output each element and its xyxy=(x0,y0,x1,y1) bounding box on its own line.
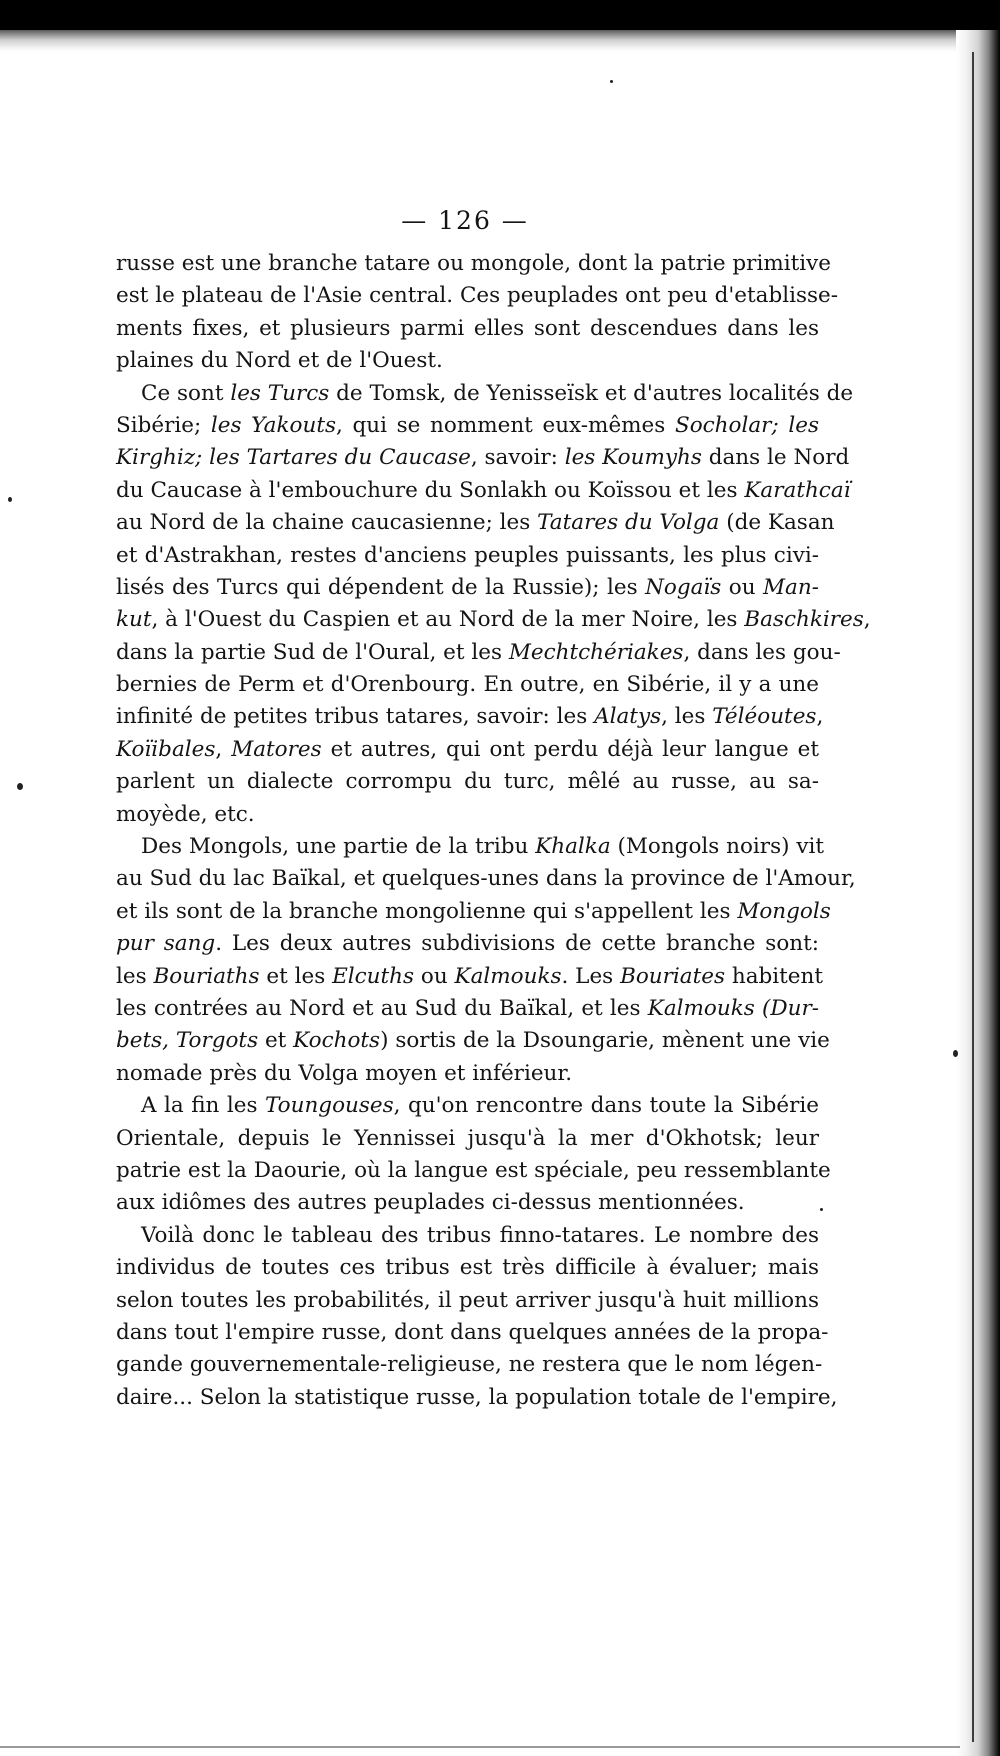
scan-speck xyxy=(953,1050,958,1057)
text-line: Sibérie; les Yakouts, qui se nomment eux-mêmes Socholar; les xyxy=(116,412,819,438)
text-line: est le plateau de l'Asie central. Ces peuplades ont peu d'etablisse- xyxy=(116,283,839,309)
text-line: kut, à l'Ouest du Caspien et au Nord de la mer Noire, les Baschkires, xyxy=(116,607,871,633)
text-line: Ce sont les Turcs de Tomsk, de Yenisseïsk et d'autres localités de xyxy=(141,380,854,406)
scan-bottom-edge-line xyxy=(0,1746,960,1748)
text-line: gande gouvernementale-religieuse, ne restera que le nom légen- xyxy=(116,1352,823,1378)
text-line: aux idiômes des autres peuplades ci-dessus mentionnées. xyxy=(116,1190,745,1216)
text-line: bernies de Perm et d'Orenbourg. En outre, en Sibérie, il y a une xyxy=(116,672,819,698)
text-line: bets, Torgots et Kochots) sortis de la Dsoungarie, mènent une vie xyxy=(116,1028,830,1054)
text-line: plaines du Nord et de l'Ouest. xyxy=(116,348,443,374)
text-line: dans la partie Sud de l'Oural, et les Mechtchériakes, dans les gou- xyxy=(116,639,841,665)
scan-speck xyxy=(17,783,23,790)
text-line: parlent un dialecte corrompu du turc, mêlé au russe, au sa- xyxy=(116,769,819,795)
text-line: daire... Selon la statistique russe, la population totale de l'empire, xyxy=(116,1384,838,1410)
text-line: lisés des Turcs qui dépendent de la Russie); les Nogaïs ou Man- xyxy=(116,574,819,600)
text-line: russe est une branche tatare ou mongole, dont la patrie primitive xyxy=(116,251,831,276)
text-line: A la fin les Toungouses, qu'on rencontre dans toute la Sibérie xyxy=(141,1093,819,1119)
scan-speck xyxy=(820,1208,823,1211)
text-line: Orientale, depuis le Yennissei jusqu'à la mer d'Okhotsk; leur xyxy=(116,1125,819,1151)
text-line: moyède, etc. xyxy=(116,801,255,827)
text-line: les Bouriaths et les Elcuths ou Kalmouks. Les Bouriates habitent xyxy=(116,963,824,989)
scan-top-border xyxy=(0,0,1000,30)
text-line: Des Mongols, une partie de la tribu Khalka (Mongols noirs) vit xyxy=(141,834,824,860)
text-line: ments fixes, et plusieurs parmi elles sont descendues dans les xyxy=(116,315,819,341)
scan-speck xyxy=(8,497,12,502)
text-line: Koïibales, Matores et autres, qui ont perdu déjà leur langue et xyxy=(116,736,819,762)
text-line: pur sang. Les deux autres subdivisions de cette branche sont: xyxy=(116,931,819,957)
text-line: Voilà donc le tableau des tribus finno-tatares. Le nombre des xyxy=(141,1222,819,1248)
text-line: au Sud du lac Baïkal, et quelques-unes dans la province de l'Amour, xyxy=(116,866,856,892)
text-line: dans tout l'empire russe, dont dans quelques années de la propa- xyxy=(116,1319,829,1345)
text-line: infinité de petites tribus tatares, savoir: les Alatys, les Téléoutes, xyxy=(116,704,824,730)
text-line: patrie est la Daourie, où la langue est spéciale, peu ressemblante xyxy=(116,1157,831,1183)
text-line: et d'Astrakhan, restes d'anciens peuples puissants, les plus civi- xyxy=(116,542,819,568)
scan-top-shadow xyxy=(0,30,1000,52)
text-line: selon toutes les probabilités, il peut arriver jusqu'à huit millions xyxy=(116,1287,819,1313)
text-line: Kirghiz; les Tartares du Caucase, savoir: les Koumyhs dans le Nord xyxy=(116,445,850,471)
text-line: du Caucase à l'embouchure du Sonlakh ou Koïssou et les Karathcaï xyxy=(116,477,851,503)
text-line: nomade près du Volga moyen et inférieur. xyxy=(116,1060,573,1086)
page-number: — 126 — xyxy=(401,206,529,235)
scan-right-border xyxy=(956,30,1000,1756)
page-body-text xyxy=(116,248,871,1414)
text-line: et ils sont de la branche mongolienne qui s'appellent les Mongols xyxy=(116,898,831,924)
text-line: individus de toutes ces tribus est très difficile à évaluer; mais xyxy=(116,1255,819,1281)
scan-speck xyxy=(610,80,613,83)
scan-right-edge-line xyxy=(972,52,974,1742)
text-line: les contrées au Nord et au Sud du Baïkal, et les Kalmouks (Dur- xyxy=(116,995,819,1021)
text-line: au Nord de la chaine caucasienne; les Tatares du Volga (de Kasan xyxy=(116,510,835,536)
